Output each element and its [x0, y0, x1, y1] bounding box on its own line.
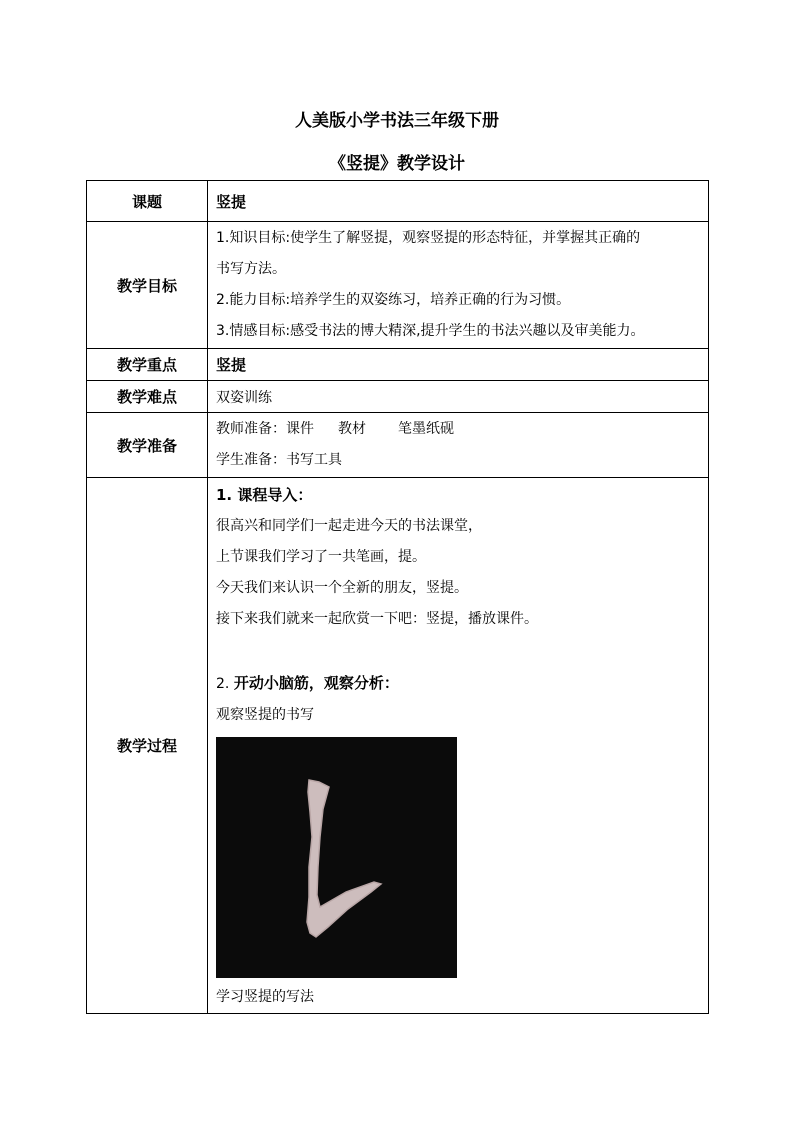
objective-line: 2.能力目标:培养学生的双姿练习，培养正确的行为习惯。 [216, 292, 571, 308]
objectives-label: 教学目标 [87, 222, 208, 349]
section1-title: 1. 课程导入： [216, 486, 313, 504]
objective-line: 书写方法。 [216, 261, 286, 277]
row-key-point [87, 349, 709, 381]
row-objectives [87, 222, 709, 349]
section2-title [216, 668, 704, 700]
intro-line: 今天我们来认识一个全新的朋友，竖提。 [216, 580, 468, 596]
objective-line: 3.情感目标:感受书法的博大精深,提升学生的书法兴趣以及审美能力。 [216, 323, 645, 339]
observe-caption: 观察竖提的书写 [216, 707, 314, 723]
teacher-prep-item2: 教材 [338, 421, 366, 437]
intro-line: 上节课我们学习了一共笔画，提。 [216, 549, 426, 565]
teacher-prep-item1: 教师准备：课件 [216, 421, 314, 437]
key-point-label: 教学重点 [87, 349, 208, 381]
objectives-content [208, 222, 709, 349]
process-label: 教学过程 [87, 478, 208, 1014]
document-subtitle: 《竖提》教学设计 [329, 154, 465, 174]
learn-caption: 学习竖提的写法 [216, 989, 314, 1005]
calligraphy-stroke-image [216, 737, 457, 978]
difficulty-label: 教学难点 [87, 381, 208, 413]
row-difficulty [87, 381, 709, 413]
preparation-content [208, 413, 709, 478]
key-point-value: 竖提 [208, 349, 709, 381]
preparation-label: 教学准备 [87, 413, 208, 478]
section2-number: 2. [216, 676, 230, 692]
intro-line: 接下来我们就来一起欣赏一下吧：竖提，播放课件。 [216, 611, 538, 627]
topic-label: 课题 [87, 181, 208, 222]
process-content [208, 478, 709, 1014]
teacher-preparation [216, 414, 704, 445]
intro-line: 很高兴和同学们一起走进今天的书法课堂， [216, 518, 482, 534]
row-topic [87, 181, 709, 222]
difficulty-value: 双姿训练 [208, 381, 709, 413]
student-preparation: 学生准备：书写工具 [216, 452, 342, 468]
topic-value: 竖提 [208, 181, 709, 222]
teacher-prep-item3: 笔墨纸砚 [398, 421, 454, 437]
objective-line: 1.知识目标:使学生了解竖提，观察竖提的形态特征，并掌握其正确的 [216, 230, 641, 246]
lesson-plan-table [86, 180, 709, 1014]
row-process [87, 478, 709, 1014]
section2-heading: 开动小脑筋，观察分析： [233, 674, 399, 692]
document-title: 人美版小学书法三年级下册 [295, 111, 499, 131]
row-preparation [87, 413, 709, 478]
